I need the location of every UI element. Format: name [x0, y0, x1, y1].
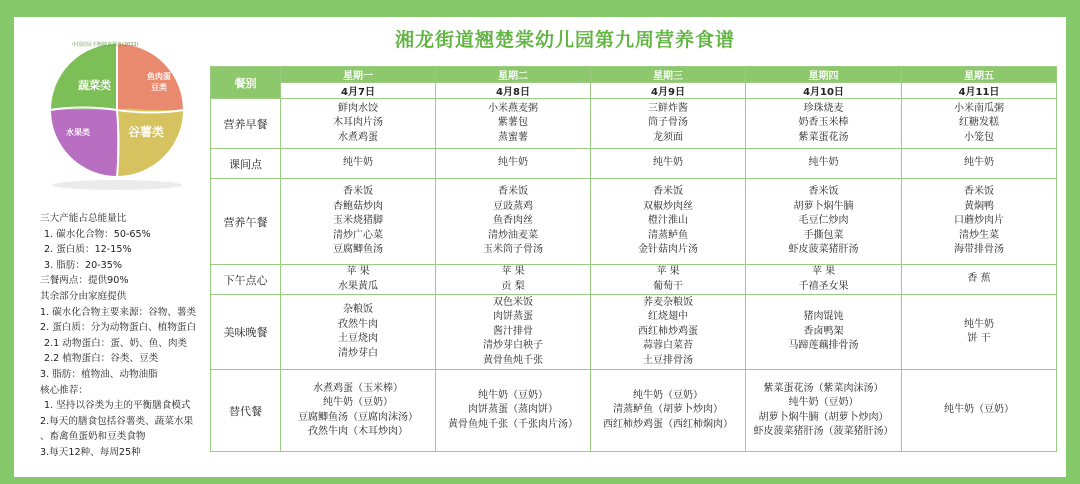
dish-item: 小米燕麦粥 — [488, 102, 538, 114]
dish-item: 豆腐鲫鱼汤 — [333, 244, 383, 256]
menu-cell — [746, 370, 902, 452]
date-header: 4月8日 — [436, 83, 591, 99]
dish-item: 葡萄干 — [653, 280, 683, 292]
meal-name: 营养早餐 — [211, 99, 281, 149]
dish-item: 龙须面 — [653, 131, 683, 143]
menu-cell — [902, 149, 1057, 179]
dish-item: 孜然牛肉（木耳炒肉） — [308, 426, 408, 437]
note-line: 3. 脂肪：植物油、动物油脂 — [40, 368, 158, 380]
note-line: 3.每天12种、每周25种 — [40, 446, 141, 458]
menu-cell — [281, 99, 436, 149]
table-row — [211, 179, 1057, 265]
dish-item: 千禧圣女果 — [798, 280, 849, 292]
label-fruit: 水果类 — [66, 128, 90, 137]
dish-item: 蒜蓉白菜苔 — [643, 340, 693, 352]
dish-item: 紫薯包 — [498, 117, 528, 129]
dish-item: 黄骨鱼炖千张（千张肉片汤） — [448, 418, 578, 430]
dish-item: 清炒芽白秧子 — [483, 340, 543, 352]
dish-item: 香米饭 — [498, 186, 528, 198]
dish-item: 鲜肉水饺 — [338, 102, 378, 114]
menu-cell — [902, 265, 1057, 295]
menu-cell — [281, 265, 436, 295]
note-line: 1. 碳水化合物主要来源：谷物、薯类 — [40, 306, 197, 318]
dish-item: 豆腐鲫鱼汤（豆腐肉沫汤） — [298, 411, 418, 423]
menu-cell — [281, 179, 436, 265]
dish-item: 纯牛奶（豆奶） — [323, 397, 393, 408]
menu-cell — [591, 370, 746, 452]
menu-cell — [746, 265, 902, 295]
dish-item: 纯牛奶 — [498, 157, 528, 169]
dish-item: 猪肉馄饨 — [803, 311, 844, 323]
diet-plate-chart — [42, 35, 192, 185]
menu-cell — [902, 370, 1057, 452]
note-line: 2.1 动物蛋白：蛋、奶、鱼、肉类 — [44, 337, 188, 349]
dish-item: 清蒸鲈鱼（胡萝卜炒肉） — [613, 404, 723, 416]
dish-item: 贡 梨 — [501, 280, 525, 292]
dish-item: 纯牛奶 — [653, 157, 683, 169]
dish-item: 孜然牛肉 — [338, 318, 378, 330]
menu-cell — [436, 149, 591, 179]
day-header: 星期三 — [591, 67, 746, 83]
dish-item: 苹 果 — [656, 266, 680, 277]
menu-cell — [591, 295, 746, 370]
note-line: 2. 蛋白质：12-15% — [44, 244, 132, 256]
dish-item: 小笼包 — [964, 131, 994, 143]
meal-name: 美味晚餐 — [211, 295, 281, 370]
dish-item: 清炒生菜 — [959, 229, 999, 241]
dish-item: 紫菜蛋花汤（紫菜肉沫汤） — [763, 382, 884, 394]
dish-item: 紫菜蛋花汤 — [798, 131, 849, 143]
dish-item: 苹 果 — [811, 266, 836, 277]
menu-cell — [436, 99, 591, 149]
note-line: 三餐两点：提供90% — [40, 275, 129, 287]
header-row-days — [211, 67, 1057, 83]
dish-item: 纯牛奶（豆奶） — [633, 389, 703, 401]
date-header: 4月10日 — [746, 83, 902, 99]
dish-item: 饼 干 — [967, 333, 991, 344]
table-row — [211, 99, 1057, 149]
note-line: 、畜禽鱼蛋奶和豆类食物 — [40, 431, 146, 443]
header-row-dates — [211, 83, 1057, 99]
dish-item: 小米南瓜粥 — [954, 102, 1004, 114]
dish-item: 杏鲍菇炒肉 — [333, 200, 383, 212]
note-line: 三大产能占总能量比 — [40, 213, 127, 224]
menu-cell — [436, 370, 591, 452]
weekly-menu-table — [210, 66, 1057, 452]
menu-cell — [746, 295, 902, 370]
dish-item: 纯牛奶 — [808, 157, 839, 169]
meal-name: 替代餐 — [211, 370, 281, 452]
note-line: 1. 碳水化合物：50-65% — [44, 228, 151, 240]
dish-item: 双椒炒肉丝 — [643, 200, 693, 212]
day-header: 星期五 — [902, 67, 1057, 83]
dish-item: 红糖发糕 — [959, 117, 999, 129]
label-meat-fish-egg: 鱼肉蛋豆类 — [147, 72, 171, 92]
note-line: 2.2 植物蛋白：谷类、豆类 — [44, 353, 159, 365]
dish-item: 金针菇肉片汤 — [638, 244, 698, 256]
dish-item: 肉饼蒸蛋 — [493, 311, 533, 323]
dish-item: 香米饭 — [653, 186, 683, 198]
dish-item: 酱汁排骨 — [493, 325, 533, 337]
dish-item: 纯牛奶 — [343, 157, 373, 169]
menu-cell — [591, 149, 746, 179]
dish-item: 虾皮菠菜猪肝汤（菠菜猪肝汤） — [753, 426, 894, 437]
note-line: 3. 脂肪：20-35% — [44, 259, 122, 271]
dish-item: 双色米饭 — [493, 296, 533, 308]
dish-item: 毛豆仁炒肉 — [798, 215, 849, 227]
label-grains: 谷薯类 — [128, 125, 165, 139]
note-line: 其余部分由家庭提供 — [40, 290, 127, 302]
plate-header: 中国居民平衡膳食餐盘(2022) — [72, 42, 139, 48]
day-header: 星期二 — [436, 67, 591, 83]
dish-item: 橙汁淮山 — [648, 215, 688, 227]
meal-name: 营养午餐 — [211, 179, 281, 265]
menu-cell — [591, 99, 746, 149]
dish-item: 土豆排骨汤 — [643, 354, 693, 366]
menu-cell — [746, 179, 902, 265]
dish-item: 清炒广心菜 — [333, 229, 383, 241]
balanced-diet-plate — [42, 35, 192, 185]
note-line: 核心推荐： — [40, 384, 88, 396]
nutrition-notes — [40, 211, 215, 461]
menu-cell — [591, 265, 746, 295]
note-line: 2.每天的膳食包括谷薯类、蔬菜水果 — [40, 415, 194, 427]
day-header: 星期四 — [746, 67, 902, 83]
dish-item: 清炒芽白 — [338, 347, 378, 359]
dish-item: 土豆烧肉 — [338, 333, 378, 344]
meal-name: 课间点 — [211, 149, 281, 179]
dish-item: 黄骨鱼炖千张 — [483, 354, 543, 366]
dish-item: 杂粮饭 — [343, 304, 373, 315]
dish-item: 手撕包菜 — [803, 229, 844, 241]
menu-cell — [746, 99, 902, 149]
dish-item: 口蘑炒肉片 — [954, 215, 1004, 227]
dish-item: 水煮鸡蛋 — [338, 131, 378, 143]
dish-item: 清炒油麦菜 — [488, 229, 538, 241]
dish-item: 玉米烧猪脚 — [333, 215, 383, 227]
dish-item: 蒸蜜薯 — [498, 131, 528, 143]
menu-cell — [902, 179, 1057, 265]
dish-item: 筒子骨汤 — [648, 117, 688, 129]
dish-item: 纯牛奶 — [964, 157, 994, 169]
dish-item: 三鲜炸酱 — [648, 102, 688, 114]
dish-item: 荞麦杂粮饭 — [643, 296, 693, 308]
dish-item: 海带排骨汤 — [954, 244, 1004, 256]
dish-item: 奶香玉米棒 — [798, 117, 849, 129]
dish-item: 水煮鸡蛋（玉米棒） — [313, 382, 403, 394]
menu-cell — [746, 149, 902, 179]
menu-body — [211, 99, 1057, 452]
date-header: 4月9日 — [591, 83, 746, 99]
dish-item: 红烧翅中 — [648, 311, 688, 323]
dish-item: 香米饭 — [808, 186, 839, 198]
menu-cell — [281, 370, 436, 452]
table-row — [211, 265, 1057, 295]
dish-item: 胡萝卜焖牛腩 — [793, 200, 854, 212]
dish-item: 香米饭 — [343, 186, 373, 198]
dish-item: 木耳肉片汤 — [333, 117, 383, 129]
dish-item: 玉米筒子骨汤 — [483, 244, 543, 256]
menu-cell — [436, 295, 591, 370]
dish-item: 香米饭 — [964, 186, 994, 198]
table-row — [211, 149, 1057, 179]
dish-item: 珍珠烧麦 — [803, 102, 844, 114]
menu-cell — [436, 179, 591, 265]
label-vegetables: 蔬菜类 — [78, 79, 111, 92]
dish-item: 纯牛奶（豆奶） — [478, 389, 548, 401]
meal-column-header: 餐别 — [211, 67, 281, 99]
table-row — [211, 370, 1057, 452]
dish-item: 西红柿炒鸡蛋（西红柿焖肉） — [603, 418, 733, 430]
dish-item: 苹 果 — [501, 266, 525, 277]
page-title: 湘龙街道翘楚棠幼儿园第九周营养食谱 — [394, 29, 735, 51]
dish-item: 清蒸鲈鱼 — [648, 229, 688, 241]
menu-cell — [902, 99, 1057, 149]
table-row — [211, 295, 1057, 370]
dish-item: 香 蕉 — [967, 273, 991, 285]
menu-cell — [281, 149, 436, 179]
dish-item: 胡萝卜焖牛腩（胡萝卜炒肉） — [758, 411, 889, 423]
dish-item: 虾皮菠菜猪肝汤 — [788, 244, 859, 256]
dish-item: 豆豉蒸鸡 — [493, 200, 533, 212]
dish-item: 纯牛奶（豆奶） — [788, 397, 859, 408]
dish-item: 西红柿炒鸡蛋 — [638, 325, 698, 337]
date-header: 4月11日 — [902, 83, 1057, 99]
dish-item: 肉饼蒸蛋（蒸肉饼） — [468, 404, 558, 416]
dish-item: 苹 果 — [346, 266, 370, 277]
date-header: 4月7日 — [281, 83, 436, 99]
dish-item: 香卤鸭架 — [803, 325, 844, 337]
day-header: 星期一 — [281, 67, 436, 83]
menu-cell — [281, 295, 436, 370]
dish-item: 马蹄莲藕排骨汤 — [788, 340, 859, 352]
menu-cell — [436, 265, 591, 295]
dish-item: 黄焖鸭 — [964, 200, 994, 212]
note-line: 1. 坚持以谷类为主的平衡膳食模式 — [44, 400, 191, 412]
meal-name: 下午点心 — [211, 265, 281, 295]
note-line: 2. 蛋白质：分为动物蛋白、植物蛋白 — [40, 322, 197, 334]
dish-item: 纯牛奶 — [964, 318, 994, 330]
menu-cell — [902, 295, 1057, 370]
dish-item: 纯牛奶（豆奶） — [944, 404, 1014, 416]
dish-item: 水果黄瓜 — [338, 280, 378, 292]
dish-item: 鱼香肉丝 — [493, 215, 533, 227]
menu-cell — [591, 179, 746, 265]
